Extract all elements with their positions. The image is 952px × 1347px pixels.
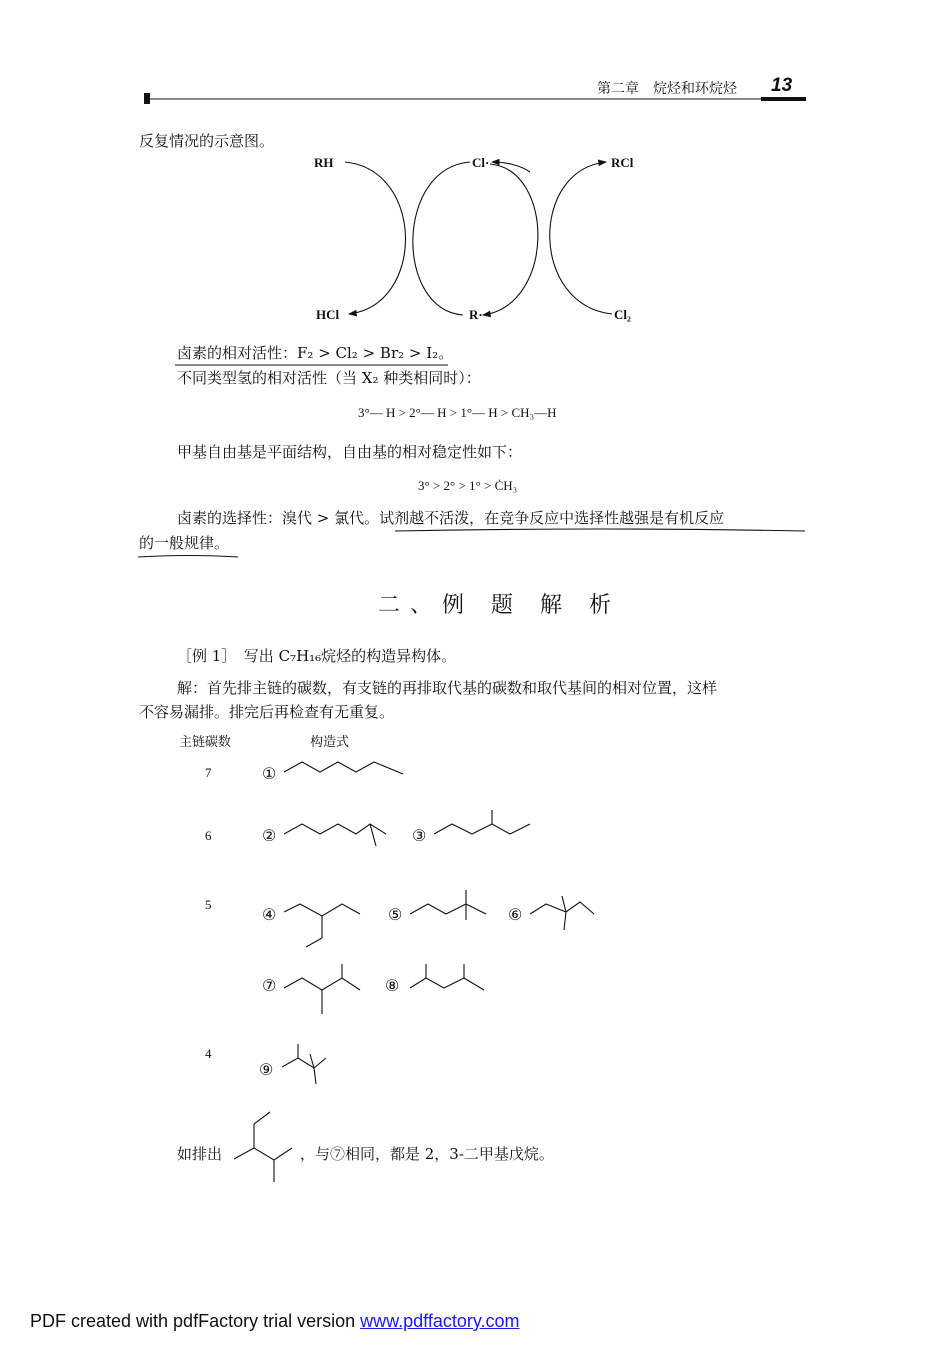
footer-text: PDF created with pdfFactory trial version: [30, 1311, 361, 1331]
structure-duplicate-example: [234, 1112, 292, 1182]
halogen-activity: 卤素的相对活性：F₂ > Cl₂ > Br₂ > I₂。: [177, 344, 454, 362]
structure-label-8: ⑧: [385, 976, 400, 995]
label-r-radical: R·: [469, 307, 483, 322]
label-cl2: Cl₂: [614, 307, 631, 322]
chapter-header: 第二章 烷烃和环烷烃: [597, 81, 737, 97]
solution-line1: 解：首先排主链的碳数，有支链的再排取代基的碳数和取代基间的相对位置，这样: [177, 679, 718, 697]
final-note-suffix: ，与⑦相同，都是 2，3-二甲基戊烷。: [300, 1145, 554, 1163]
structure-label-3: ③: [412, 826, 427, 845]
header-structure: 构造式: [310, 735, 350, 750]
selectivity-line2: 的一般规律。: [139, 534, 230, 552]
label-rcl: RCl: [611, 155, 634, 170]
radical-stability-intro: 甲基自由基是平面结构，自由基的相对稳定性如下：: [177, 443, 523, 461]
intro-text: 反复情况的示意图。: [139, 132, 275, 150]
chain-count-7: 7: [205, 765, 212, 780]
structure-label-5: ⑤: [388, 905, 403, 924]
structure-label-1: ①: [262, 764, 277, 783]
structure-4-ethylpentane: [284, 904, 360, 947]
chain-count-4: 4: [205, 1046, 212, 1061]
selectivity-part-a: 卤素的选择性：溴代 > 氯代。: [177, 509, 380, 527]
chain-count-6: 6: [205, 828, 212, 843]
structure-label-6: ⑥: [508, 905, 523, 924]
footer-link[interactable]: www.pdffactory.com: [360, 1311, 520, 1331]
section-title: 二、例 题 解 析: [378, 593, 621, 618]
selectivity-part-b: 试剂越不活泼，在竞争反应中选择性越强是有机反应: [379, 509, 725, 527]
radical-stability-formula: 3° > 2° > 1° > ĊH₃: [418, 478, 518, 493]
final-note-prefix: 如排出: [177, 1145, 223, 1163]
structure-label-2: ②: [262, 826, 277, 845]
chain-count-5: 5: [205, 897, 212, 912]
label-cl-radical: Cl·: [472, 155, 490, 170]
structure-7-dimethylpentane: [284, 964, 360, 1014]
structure-9-trimethylbutane: [282, 1044, 326, 1084]
structure-label-4: ④: [262, 905, 277, 924]
structure-8-dimethylpentane: [410, 964, 484, 990]
hydrogen-activity-formula: 3°— H > 2°— H > 1°— H > CH₃—H: [358, 405, 557, 420]
solution-line2: 不容易漏排。排完后再检查有无重复。: [139, 703, 395, 721]
structure-5-dimethylpentane: [410, 890, 486, 920]
example1-question: ［例 1］ 写出 C₇H₁₆烷烃的构造异构体。: [177, 647, 457, 665]
label-hcl: HCl: [316, 307, 340, 322]
structure-6-dimethylpentane: [530, 896, 594, 930]
pdf-footer: [30, 1311, 520, 1332]
structure-2-methylhexane: [284, 824, 386, 846]
header-main-chain: 主链碳数: [179, 735, 232, 750]
page-number: 13: [771, 75, 793, 96]
structure-1-heptane: [284, 762, 403, 774]
label-rh: RH: [314, 155, 334, 170]
structure-label-9: ⑨: [259, 1060, 274, 1079]
structure-label-7: ⑦: [262, 976, 277, 995]
hydrogen-activity-intro: 不同类型氢的相对活性（当 X₂ 种类相同时）：: [177, 369, 481, 387]
structure-3-methylhexane: [434, 810, 530, 834]
